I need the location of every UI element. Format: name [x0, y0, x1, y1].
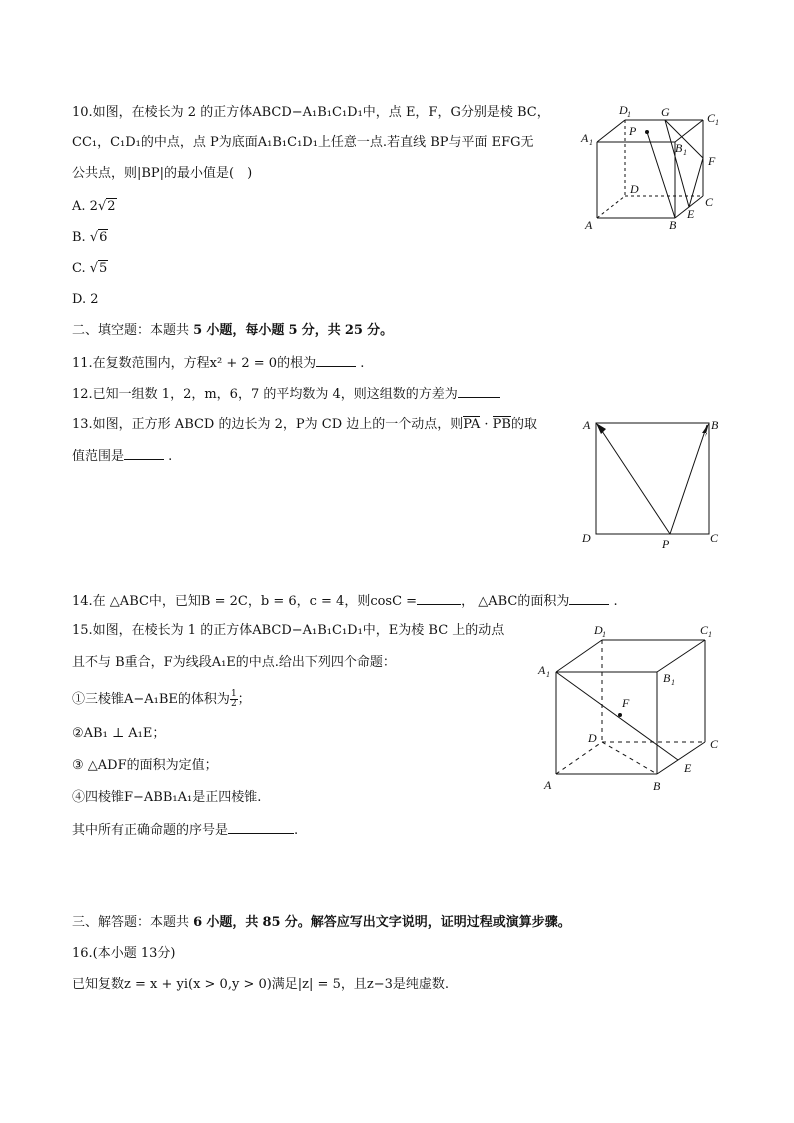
q10-line-1: 10.如图，在棱长为 2 的正方体ABCD−A₁B₁C₁D₁中，点 E，F，G分别是棱 BC，	[72, 105, 550, 120]
q15-prop-2: ②AB₁ ⊥ A₁E；	[72, 726, 166, 741]
q15-answer-blank	[228, 821, 294, 834]
section-3-heading-c: 分。解答应写出文字说明，证明过程或演算步骤。	[284, 915, 571, 930]
q13-line-1-end: 的取	[510, 417, 537, 432]
q11-answer-blank	[316, 354, 356, 367]
q15-prop-1-end: ；	[237, 692, 251, 707]
label-b: B	[669, 218, 677, 232]
label-c: C	[710, 737, 719, 751]
label-sub: 1	[708, 630, 712, 639]
q14-text-c: .	[609, 594, 618, 609]
label-a1: A	[538, 663, 546, 677]
section-3-heading-b: 小题，共	[206, 915, 259, 930]
sqrt-sign: √	[89, 261, 99, 276]
q15-prop-1-fraction	[230, 690, 238, 709]
section-2-total: 25	[344, 323, 363, 338]
section-3-heading	[72, 914, 571, 932]
q10-option-b	[72, 229, 108, 247]
label-p: P	[662, 537, 670, 551]
q14-answer-blank-1	[417, 592, 461, 605]
q15-prop-3: ③ △ADF的面积为定值；	[72, 758, 218, 773]
label-g: G	[661, 105, 670, 119]
label-sub: 1	[683, 148, 687, 157]
label-a: A	[544, 778, 552, 792]
q13-vector-pb: PB	[492, 417, 511, 432]
q13-text: 13.如图，正方形 ABCD 的边长为 2，P为 CD 边上的一个动点，则	[72, 417, 464, 432]
q13-vector-pa: PA	[463, 417, 481, 432]
label-d: D	[630, 182, 639, 196]
label-d: D	[588, 731, 597, 745]
label-a1: A	[581, 131, 589, 145]
q13-dot: ·	[480, 417, 493, 432]
label-c1: C	[707, 111, 716, 125]
q10-option-b-prefix: B.	[72, 230, 90, 245]
q15-prop-4: ④四棱锥F−ABB₁A₁是正四棱锥.	[72, 790, 262, 805]
section-2-heading-c: 分，共	[301, 323, 341, 338]
q13-square-figure	[578, 415, 728, 555]
q14-text-b: ， △ABC的面积为	[461, 594, 570, 609]
section-2-score-each: 5	[288, 323, 298, 338]
label-c: C	[710, 531, 719, 545]
label-d: D	[582, 531, 591, 545]
label-a: A	[583, 418, 591, 432]
q10-option-d: D. 2	[72, 292, 99, 307]
q15-line-2: 且不与 B重合，F为线段A₁E的中点.给出下列四个命题：	[72, 655, 396, 670]
fraction-denominator: 2	[230, 699, 237, 709]
q10-option-a-prefix: A. 2	[72, 199, 98, 214]
sqrt-sign: √	[97, 199, 107, 214]
section-2-count: 5	[193, 323, 203, 338]
label-sub: 1	[546, 670, 550, 679]
label-d1: D	[594, 623, 603, 637]
q10-option-b-radicand: 6	[99, 230, 108, 245]
q14-answer-blank-2	[569, 592, 609, 605]
q15-ask-end: .	[294, 823, 299, 838]
section-2-heading	[72, 322, 393, 340]
label-e: E	[687, 207, 695, 221]
q11-text: 11.在复数范围内，方程x² + 2 = 0的根为	[72, 356, 317, 371]
q10-line-3: 公共点，则|BP|的最小值是( )	[72, 166, 253, 181]
sqrt-sign: √	[89, 230, 99, 245]
label-c1: C	[700, 623, 709, 637]
section-2-heading-b: 小题，每小题	[206, 323, 285, 338]
label-e: E	[684, 761, 692, 775]
q15-line-1: 15.如图，在棱长为 1 的正方体ABCD−A₁B₁C₁D₁中，E为棱 BC 上的动点	[72, 623, 505, 638]
q15-ask-text: 其中所有正确命题的序号是	[72, 823, 229, 838]
q13-line-2-end: .	[164, 449, 173, 464]
label-p: P	[629, 124, 637, 138]
q12-text: 12.已知一组数 1，2，m，6，7 的平均数为 4，则这组数的方差为	[72, 387, 458, 402]
label-sub: 1	[602, 630, 606, 639]
q13-line-1	[72, 416, 537, 434]
q13-line-2-text: 值范围是	[72, 449, 125, 464]
q14	[72, 592, 618, 611]
q10-option-c-prefix: C.	[72, 261, 90, 276]
label-sub: 1	[671, 678, 675, 687]
q11	[72, 354, 364, 373]
fraction-numerator: 1	[230, 689, 237, 699]
label-sub: 1	[715, 118, 719, 127]
q10-option-c-radicand: 5	[99, 261, 108, 276]
label-sub: 1	[589, 138, 593, 147]
section-2-heading-d: 分。	[367, 323, 394, 338]
q12-answer-blank	[458, 385, 500, 398]
section-3-heading-a: 三、解答题：本题共	[72, 915, 190, 930]
q10-cube-figure	[575, 100, 735, 235]
q10-line-2: CC₁，C₁D₁的中点，点 P为底面A₁B₁C₁D₁上任意一点.若直线 BP与平面 EFG无	[72, 135, 534, 150]
q13-answer-blank	[124, 447, 164, 460]
label-b: B	[711, 418, 719, 432]
q16-text: 已知复数z = x + yi(x > 0,y > 0)满足|z| = 5，且z−3是纯虚数.	[72, 977, 449, 992]
section-3-count: 6	[193, 915, 203, 930]
label-b: B	[653, 779, 661, 793]
q15-prop-1	[72, 690, 251, 709]
q16-title: 16.(本小题 13分)	[72, 946, 176, 961]
q10-option-c	[72, 260, 108, 278]
label-f: F	[622, 696, 630, 710]
label-d1: D	[619, 103, 628, 117]
label-f: F	[708, 154, 716, 168]
label-b1: B	[675, 141, 683, 155]
q15-cube-figure	[536, 620, 726, 800]
label-sub: 1	[627, 110, 631, 119]
q11-end: .	[356, 356, 365, 371]
q10-option-a	[72, 198, 117, 216]
q13-line-2	[72, 447, 172, 466]
q12	[72, 385, 500, 404]
section-2-heading-a: 二、填空题：本题共	[72, 323, 190, 338]
q14-text-a: 14.在 △ABC中，已知B = 2C，b = 6，c = 4，则cosC =	[72, 594, 418, 609]
q15-prop-1-text: ①三棱锥A−A₁BE的体积为	[72, 692, 230, 707]
section-3-total: 85	[262, 915, 281, 930]
label-c: C	[705, 195, 714, 209]
q15-ask	[72, 821, 298, 840]
label-a: A	[585, 218, 593, 232]
q10-option-a-radicand: 2	[107, 199, 116, 214]
label-b1: B	[663, 671, 671, 685]
